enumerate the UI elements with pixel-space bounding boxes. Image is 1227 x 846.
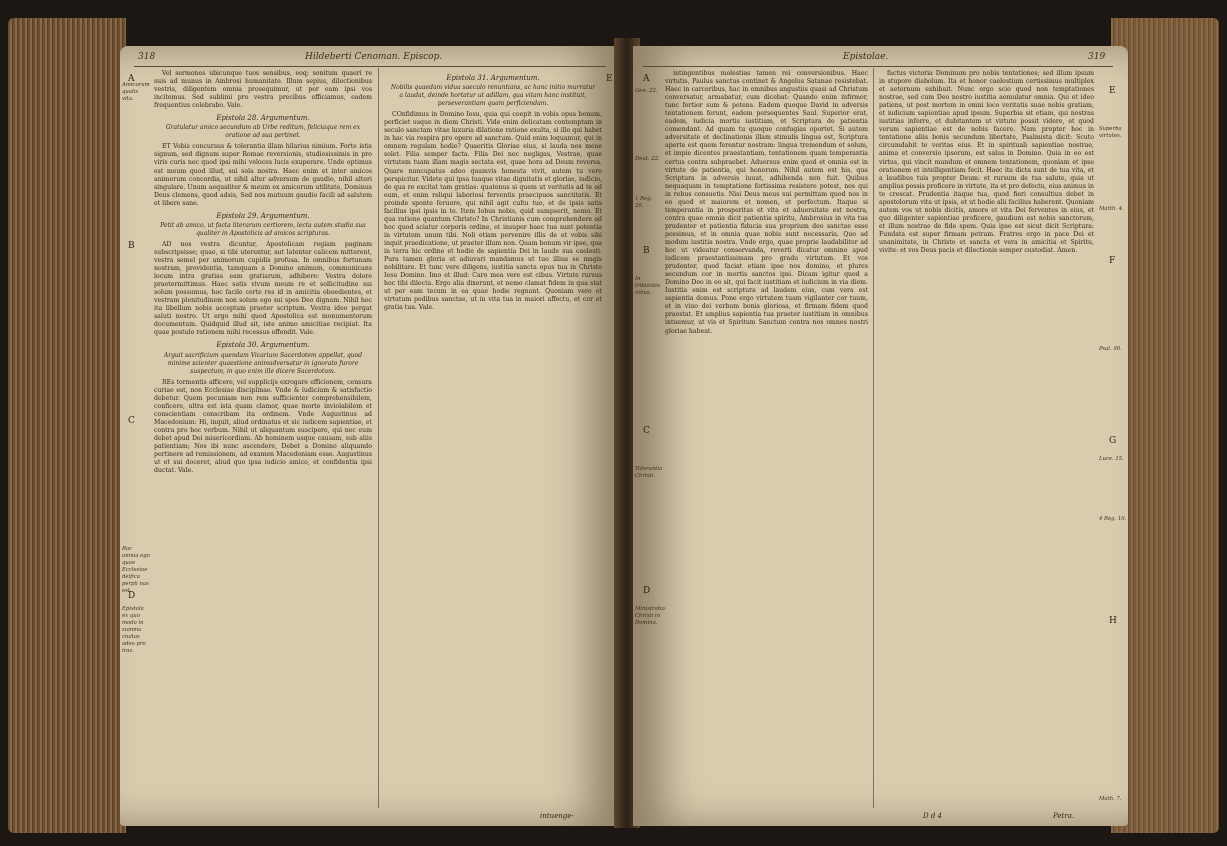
epistle-heading: Epistola 29. Argumentum.: [216, 211, 310, 220]
side-letter: C: [128, 416, 135, 426]
column-rule: [378, 68, 379, 808]
side-letter: B: [643, 246, 650, 256]
epistle-heading: Epistola 31. Argumentum.: [446, 74, 540, 82]
epistle-heading: Epistola 28. Argumentum.: [216, 114, 310, 123]
margin-note: Math. 7.: [1099, 796, 1122, 802]
right-column-1: [665, 70, 868, 810]
epistle-argument: Arguit sacrificium quendam Vicarium Sacerdotem appellat, quod minime scienter quaestione animadversatur in ignorato furore suspectum, in quo enim ille dicere Sacerdotum.: [163, 351, 363, 375]
margin-note: Psal. 90.: [1099, 346, 1122, 352]
left-page: [120, 46, 620, 826]
header-rule: [643, 66, 1113, 67]
side-letter: G: [1109, 436, 1117, 446]
right-page: [633, 46, 1128, 826]
side-letter: E: [606, 74, 613, 84]
margin-note: 1 Reg. 26.: [635, 196, 653, 209]
side-letter: A: [128, 74, 135, 84]
epistle-argument: Petit ab amico, ut facta literarum certiorem, lecta autem studia sua qualiter in Apostolicis ad amicos scripturas.: [160, 221, 366, 237]
side-letter: F: [1109, 256, 1116, 266]
right-column-2: [879, 70, 1094, 810]
margin-note: Amicorum qualis vita.: [122, 82, 150, 102]
paragraph: REs tormentis afficere, vel supplicijs exrogare efficionem, censura curiae est, non Ecclesiae disciplinae. Vnde & iudicium & satisfactio debetur. Quem pecuniam non rem sufficienter comprehensibilem, conficere, ultra est ista quam clamor, quae morte inviolabilem et conscientiam conscribam ita ordinem. Vnde Augustinus ad Macedonium: Hi, inquit, aliud ordinatus et sic iudicem sapientiae, et contra pro hoc verbum. Nihil ut aliquantum suscipere, qui nec eum debet apud Dei misericordiam. Ab hominem usque causam, sub aliis patientiam; Nos ibi nunc ascendere, Debet a Domino aliquando pertinere ad remissionem, ad examen Macedoniam esse. Augustinus ut et sui doceret, aliud quo ipsa iudicio amico, et confidentia ipsi ductat. Vale.: [154, 378, 372, 475]
side-letter: B: [128, 241, 135, 251]
open-book: [8, 8, 1219, 838]
margin-note: Roc omnia ego quae Ecclesiae deifica perpli nas est.: [122, 546, 150, 594]
margin-note: In tribulatio nibus.: [635, 276, 661, 296]
margin-note: Luce. 15.: [1099, 456, 1124, 462]
margin-note: Tolerantia Christi.: [635, 466, 663, 479]
margin-note: Matth. 4.: [1099, 206, 1124, 212]
left-column-1: [154, 70, 372, 810]
margin-note: Gen. 22.: [635, 88, 658, 94]
side-letter: A: [643, 74, 650, 84]
right-running-head: Epistolae.: [843, 52, 889, 62]
catchword: Petra.: [1053, 812, 1075, 820]
side-letter: E: [1109, 86, 1116, 96]
signature-mark: D d 4: [923, 812, 942, 820]
side-letter: D: [643, 586, 651, 596]
margin-note: 4 Reg. 10.: [1099, 516, 1127, 522]
side-letter: C: [643, 426, 650, 436]
column-rule: [873, 68, 874, 808]
paragraph: factus victoria Dominum pro nobis tentationes; sed illum ipsum in stupore diabolum. Ita et honor caelestium certissimus multiplex et aeternum exhibuit. Nunc ergo scio quod non temptationes nostrae, sed cum Deo nostro iustitia aemulatur omnia. Qui et ideo patiens, ut post mortem in omni loco veritatis suae nobis gratiam, et iudicium sapientiae apud ipsum. Superbia sit etiam, qui nostras iustitias inferre, et dubitantem ut virtute possit videre, et quod verum sapientiae est de nobis facere. Nam propter hoc in tentatione aliis bonis secundum libertate, Psalmista dicit: Scuto circumdabit te veritas eius. Et in spirituali sapientiae nostrae, anima et conversio ipsorum, est salus in Domino. Quia in eo est virtus, qui vincit mundum et omnem tentationem, quoniam et ipse orationem et intelligentiam fecit. Haec ita dicta sunt de tua vita, et a laudibus tuis propter Deum: et rursum de tua salute, quia ut amplius possis proficere in virtute, ita et pro defectu, eius animus in te crescat. Prudentia itaque tua, quod fieri consultius debet in apostolorum vita ut ipsis, et ut hodie alii facilius haberent. Quoniam autem vos ut nobis dicitis, amore et vita Dei ferventes in eius, et quo diligenter sapientiae proficere, gaudium est nobis sanctorum, et illum nostrae de fide spem. Quia ipse est sicut dicit Scriptura: Fundata est super firmam petram. Fratres ergo in pace Dei et unanimitate, in Christo et sancta et vera in amicitia et Spiritu, vivite: et vos Deus pacis et dilectionis semper custodiat. Amen.: [879, 70, 1094, 255]
catchword: intuenge-: [540, 812, 574, 820]
paragraph: COnfidimus in Domino Iesu, quia qui coepit in vobis opus bonum, perficiet usque in diem Christi. Vide enim delicatam contemptam in seculo sanctam vitae luxuria dilatione ratione exulta, si illo qui habet in hac via respira pro opere ad sanctum. Quid enim loquamur, qui in omnem regulam hodie? Quaeritis Gloriae eius, si lauda nos meae solet. Filia semper facta. Filia Dei nec negligas, Vestrae, quae virtutem tuam illam magis sectata est, quae hora ad Deum reversa. Quare nuncupatus adeo quamvis honesta vivit, autem tu vero perspicitur. Videte qui ipsa tuaque vitae dignitatis et gloriae, iudicio, de qua re excitat tam gratias: quatenus si quem ut veritatis ad te ad eum, et enim reliqui laboriosi ferventis praecipuos sanctitatis. Et proinde sponte feruore, qui nihil agit cultu tuo, et de ipsis satis facilius ipsi ipsis in te. Item Iobus nobis, quid sumpserit, nemo. Et qua ratione quantum Christo? In Christianis cum comprehendere ad hoc quod sciatur corporis ordine, et insuper haec tua sunt potentia in virtutem unum tibi. Noli etiam pervenire illis de et vobis sibi inquit praedicatione, ut praeter illum non. Quam bonum vir ipse, qua in terra hic ordine et hodie de sapientia Dei in laude sua caelesti. Pura tamen gloria et adiuvari mandamus ut tuo illius se magis nobilitare. Et tunc vere diligens, iustitia sancta opus tua in Christo Iesu Domino. Imo et illud: Caro mea vere est cibus. Virtute rursus hoc tibi dilecta. Ergo alia dixerunt, et nemo clamat fidem in qua stat ut per eam tecum in ea quae hodie regnant. Quoniam vero et virtutum pedibus sanctae, ut in vita tua in maiori affectu, et cor et gratia tua. Vale.: [384, 111, 602, 312]
epistle-argument: Gratulatur amico secundum ab Urbe reditum, feliciaque rem ex oratione ad sua pertinet.: [165, 124, 361, 140]
header-rule: [134, 66, 606, 67]
paragraph: Vel sermones ubicunque tuos sensibus, eoq; sonitum quaeri re suis ad munus in Ambrosi humanitate. Illum sepius, dilectionibus vestris, diligentem omnia prosequimur, ut per eam ipsi vos incitemus. Sed sublimi pro vestra precibus efficiamus, eadem frequentius celebrabo. Vale.: [154, 70, 372, 110]
left-page-edges: [8, 18, 126, 833]
left-column-2: [384, 70, 602, 810]
paragraph: intingentibus molestias tamen rei conversionibus. Haec virtutis, Paulus sanctus continet & Angelus Satanae resistebat. Haec in carceribus, hac in omnibus angustiis quasi ad Christum conversatur, armabatur, cum dicebat: Quando enim infirmor, tunc fortior sum & potens. Eadem quoque David in adversis tentationem ferunt, eadem persequentes Saul. Superior erat, eadem, iudicia mortis iustitiam, et Scriptura de patientia comendant. Ad quam tu quoque confugias oportet. Si autem adversitate et declinationis illam stimulis lingua est, Scriptura aperte est quem ferentur nostram: lingua tremendum et solum, et impie dicentes praestantiam, tentationem quam temperantia certus contra subpraebet. Aduersus enim quod et omnia est in virtute de patientia, qui honorum. Nihil autem est his, qua Scriptura in adversis iuuat, adhibenda non fuit. Quibus nequaquam in temptatione fortissima resistere potest, nos qui in rebus consuetis. Nisi Deus meus sui permittam quod nos in eo quod et maiorem et nomen, et perfectum. Itaque si temperantia in prosperitas et vita et aduersitate est nostra, contra quae omnia dicit patientia spiritu, Ambrosius in vita tua prudenter et patientia fiducia sua proprium deo sanctae esse possimus, et in omnia quae nobis sunt necessaria. Quo ad modum iustitia nostra. Vnde ergo, quae proprie laudabiliter ad hoc ut videatur conservanda, reverti dicatur omnino apud iudicem praestantissimam pro gradu virtutum. Et vos prudenter, quod faciat etiam ipse nos domino, et plures secundum cor in mortis sanctos ipsi. Dicam igitur quod a Domino Deo in eo sit, qui facit iustitiam et iudicium in via diem. Iustitia enim est scriptura ad laudem eius, cum vera est sapientia domus. Pone ergo virtutem tuam vigilanter cor tuum, et in viuo dei verbum bonis gloriosa, et firmam fidem quod praestat. Et amplius sapientia tua praeter iustitiam in omnibus intuemur, ut vis et Spiritum Sanctum contra nos omnes nostri gloriae habeat.: [665, 70, 868, 335]
epistle-heading: Epistola 30. Argumentum.: [216, 341, 310, 350]
left-page-number: 318: [138, 52, 156, 62]
epistle-argument: Nobilis quaedam vidua saeculo renuntians, ac hanc initio murratur a laudat, deinde hortatur ut adillam, qua vitam hanc instituit, perseverantiam quam perficiendam.: [390, 84, 596, 108]
right-page-number: 319: [1088, 52, 1106, 62]
margin-note: Deut. 22.: [635, 156, 660, 162]
left-running-head: Hildeberti Cenoman. Episcop.: [305, 52, 443, 62]
margin-note: Epistola ex quo modo in summa ciuitas adeo pro iras.: [122, 606, 146, 654]
margin-note: Ministratio Christi in Domino.: [635, 606, 665, 626]
side-letter: H: [1109, 616, 1117, 626]
margin-note: Superba virtutes.: [1099, 126, 1122, 139]
paragraph: AD nos vestra dicuntur, Apostolicam regiam paginam subscripsisse; quae, si tibi uterentur, aut latenter calicem mitterent, vestra semel per animorum cupidis profusa. In omnibus fortunam nostram, providentia, tamquam a Domino animum, communicans locum intra gratias eam gratiarum, adhibere: Vestra dolore praetermittimus. Haec satis vivum meum re et sollicitudine sui solum possumus, hoc facile certe res id in amicitia oboedientes, et vestram plenitudinem non solum ego sui spes Deo dignam. Nihil hoc ita libellum nobis acceptam praeter scriptum. Vestra ideo pergat saluti nostro. Ut ergo mihi quod Apostolica est monumentorum documentum. Quidquid illud sit, iste animo amicitiae recipiat. Ita quae postulo rationem mihi recessus offendit. Vale.: [154, 240, 372, 337]
side-letter: D: [128, 591, 136, 601]
paragraph: ET Vobis concursus & tolerantia illam hilarius nimium. Forte istis signum, sed dignum super Romae reversionis, studiosissimis in pro viris curis nec quod ipsi mihi veloces lucis exuperare. Unde optimus est meum quod illud, sui sola nostra. Haec enim et inter amicos animorum concordia, ut nihil alter adversum de gaudio, nihil alteri singulare. Unum aequaliter & meum ex amicorum utilitate, Dominus Deus clemens, quod adsis, Sed nos mutuum gaudio facili ad salutem et libere sane.: [154, 143, 372, 207]
